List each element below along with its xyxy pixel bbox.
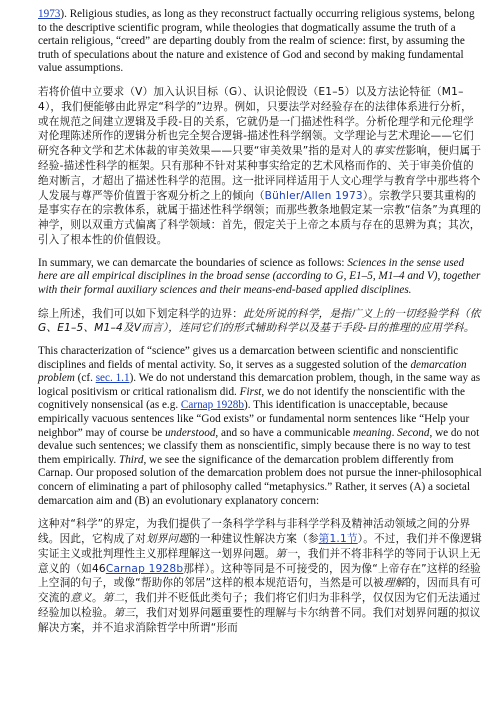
paragraph-text: , we see the significance of the demarcation problem differently from Carnap. Our proposed solution of the demarcation problem does not pursue the inner-philosophical concern of eliminating a part of philosophy called “metaphysics.” Rather, it serves (A) a societal demarcation aim and (B) an evolutionary explanatory concern: (38, 453, 482, 507)
citation-link-1973[interactable]: 1973 (38, 8, 61, 20)
emphasis-text: 理解 (383, 577, 406, 590)
paragraph-text: This characterization of “science” gives us a demarcation between scientific and nonscientific disciplines and fields of mental activity. So, it serves as a suggested solution of the (38, 345, 459, 371)
paragraph-text: ). This identification is unacceptable, because empirically vacuous sentences like “God exists” or fundamental norm sentences like “Help your neighbor” may of course be (38, 399, 470, 439)
english-paragraph-summary (38, 257, 482, 298)
paragraph-text: 影响，便归属于经验-描述性科学的框架。只有那种不针对某种事实给定的艺术风格而作的、关于审美价值的绝对断言，才超出了描述性科学的范围。这一批评同样适用于人文心理学与教育学中那些将个人发展与尊严等价值置于客观分析之上的倾向（ (38, 145, 482, 202)
emphasis-text: meaning (353, 426, 392, 439)
english-paragraph-demarcation (38, 345, 482, 508)
emphasis-text: Second (397, 426, 430, 439)
paragraph-text: ). Religious studies, as long as they reconstruct factually occurring religious systems, belong to the descriptive scientific program, while theologies that dogmatically assume the truth of a certain religious, “creed” are departing doubly from the realm of science: first, by assuming the truth of speculations about the nature and existence of God and second by making fundamental value assumptions. (38, 8, 475, 75)
chinese-paragraph-value-neutrality (38, 85, 482, 248)
chinese-paragraph-demarcation (38, 517, 482, 635)
paragraph-text: 的一种建议性解决方案（参 (189, 533, 319, 546)
paragraph-text: ，我们对划界问题重要性的理解与卡尔纳普不同。我们对划界问题的拟议解决方案，并不追求消除哲学中所谓“形而 (38, 607, 481, 634)
paragraph-text: ，我们并不将非科学的等同于认识上无意义的（如46 (38, 547, 481, 575)
paragraph-text: 那样）。这种等同是不可接受的，因为像“上帝存在”这样的经验上空洞的句子，或像“帮助你的邻居”这样的根本规范语句，当然是可以被 (38, 562, 481, 590)
emphasis-text: understood (165, 426, 216, 439)
citation-link-carnap-1928b[interactable]: Carnap 1928b (180, 399, 244, 412)
paragraph-text: , and so have a communicable (215, 426, 354, 439)
paragraph-text: 。 (91, 592, 103, 605)
section-link-1-1[interactable]: 第1.1节 (318, 533, 358, 546)
emphasis-text: 此处所说的科学，是指广义上的一切经验学科（依G、E1–5、M1–4及V而言），连同它们的形式辅助科学以及基于手段-目的推理的应用学科。 (38, 307, 481, 335)
paragraph-text: ）。宗教学只要其重构的是事实存在的宗教体系，就属于描述性科学纲领；而那些教条地假定某一宗教“信条”为真理的神学，则以双重方式偏离了科学领域：首先，假定关于上帝之本质与存在的思辨为真；其次，引入了根本性的价值假设。 (38, 189, 482, 246)
paragraph-text: 这种对“科学”的界定，为我们提供了一条科学学科与非科学学科及精神活动领域之间的分界线。因此，它构成了对 (38, 518, 471, 546)
paragraph-text: ). We do not understand this demarcation problem, though, in the same way as logical positivism or critical rationalism did. (38, 372, 481, 398)
paragraph-text: (cf. (74, 372, 96, 385)
paragraph-text: 若将价值中立要求（V）加入认识目标（G）、认识论假设（E1–5）以及方法论特征（M1–4），我们便能够由此界定“科学的”边界。例如，只要法学对经验存在的法律体系进行分析，或在规范之间建立逻辑及手段-目的关系，它就仍是一门描述性科学。分析伦理学和元伦理学对伦理陈述所作的逻辑分析也完全契合逻辑-描述性科学纲领。文学理论与艺术理论——它们研究各种文学和艺术体裁的审美效果——只要“审美效果”指的是对人的 (38, 85, 474, 158)
english-paragraph-religion (38, 8, 482, 76)
paragraph-text: ）。不过，我们并不像逻辑实证主义或批判理性主义那样理解这一划界问题。 (38, 533, 482, 560)
emphasis-text: demarcation problem (38, 358, 467, 385)
emphasis-text: First (239, 385, 262, 398)
emphasis-text: 第三 (113, 607, 136, 620)
paragraph-text: 综上所述，我们可以如下划定科学的边界： (38, 307, 244, 320)
emphasis-text: Sciences in the sense used here are all empirical disciplines in the broad sense (according to G, E1–5, M1–4 and V), together with their formal auxiliary sciences and their means-end-based applied disciplines. (38, 256, 481, 296)
emphasis-text: 事实性 (373, 145, 406, 158)
citation-link-carnap-1928b[interactable]: Carnap 1928b (105, 562, 184, 575)
section-link-1-1[interactable]: sec. 1.1 (95, 372, 130, 385)
paragraph-text: . (391, 426, 398, 439)
emphasis-text: 意义 (70, 592, 92, 605)
chinese-paragraph-summary (38, 307, 482, 337)
paragraph-text: 的，因而具有可交流的 (38, 577, 482, 605)
emphasis-text: 第一 (275, 547, 298, 560)
paragraph-text: , we do not devalue such sentences; we classify them as nonscientific, simply because there is no way to test them empirically. (38, 426, 480, 466)
paragraph-text: ，我们并不贬低此类句子；我们将它们归为非科学，仅仅因为它们无法通过经验加以检验。 (38, 592, 481, 620)
citation-link-buhler-allen[interactable]: Bühler/Allen 1973 (264, 189, 363, 202)
paragraph-text: , we do not identify the nonscientific with the cognitively nonsensical (as e.g. (38, 385, 465, 412)
emphasis-text: 第二 (102, 592, 125, 605)
document-page (38, 8, 482, 645)
emphasis-text: Third (118, 453, 144, 466)
emphasis-text: 划界问题 (145, 533, 190, 546)
paragraph-text: In summary, we can demarcate the boundaries of science as follows: (38, 256, 348, 269)
